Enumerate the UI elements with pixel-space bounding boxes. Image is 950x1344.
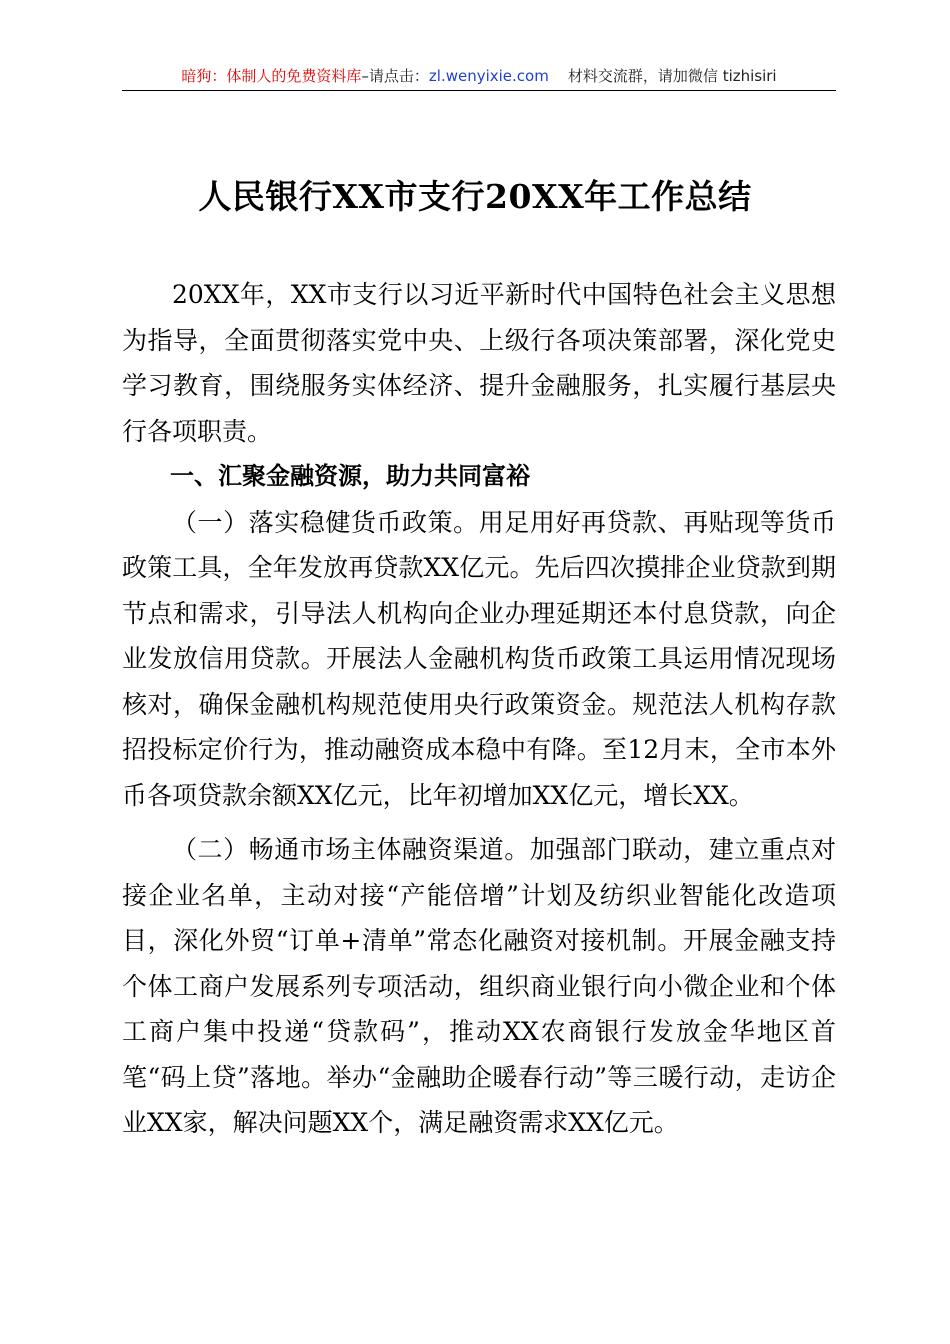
page-header: [122, 62, 836, 91]
header-click-prompt: –请点击：: [361, 67, 429, 85]
paragraph-2: （二）畅通市场主体融资渠道。加强部门联动，建立重点对接企业名单，主动对接“产能倍增”计划及纺织业智能化改造项目，深化外贸“订单+清单”常态化融资对接机制。开展金融支持个体工商户发展系列专项活动，组织商业银行向小微企业和个体工商户集中投递“贷款码”，推动XX农商银行发放金华地区首笔“码上贷”落地。举办“金融助企暖春行动”等三暖行动，走访企业XX家，解决问题XX个，满足融资需求XX亿元。: [122, 835, 836, 1137]
paragraph-1: （一）落实稳健货币政策。用足用好再贷款、再贴现等货币政策工具，全年发放再贷款XX亿元。先后四次摸排企业贷款到期节点和需求，引导法人机构向企业办理延期还本付息贷款，向企业发放信用贷款。开展法人金融机构货币政策工具运用情况现场核对，确保金融机构规范使用央行政策资金。规范法人机构存款招投标定价行为，推动融资成本稳中有降。至12月末，全市本外币各项贷款余额XX亿元，比年初增加XX亿元，增长XX。: [122, 507, 836, 810]
header-site-name: 暗狗：体制人的免费资料库: [181, 67, 362, 85]
document-title: 人民银行XX市支行20XX年工作总结: [198, 177, 752, 216]
document-body: [122, 272, 836, 1146]
header-url-link[interactable]: zl.wenyixie.com: [428, 67, 549, 85]
intro-paragraph: 20XX年，XX市支行以习近平新时代中国特色社会主义思想为指导，全面贯彻落实党中央、上级行各项决策部署，深化党史学习教育，围绕服务实体经济、提升金融服务，扎实履行基层央行各项职责。: [122, 280, 836, 446]
header-group-text: 材料交流群，请加微信 tizhisiri: [567, 67, 777, 85]
section-heading-1: 一、汇聚金融资源，助力共同富裕: [170, 462, 530, 490]
